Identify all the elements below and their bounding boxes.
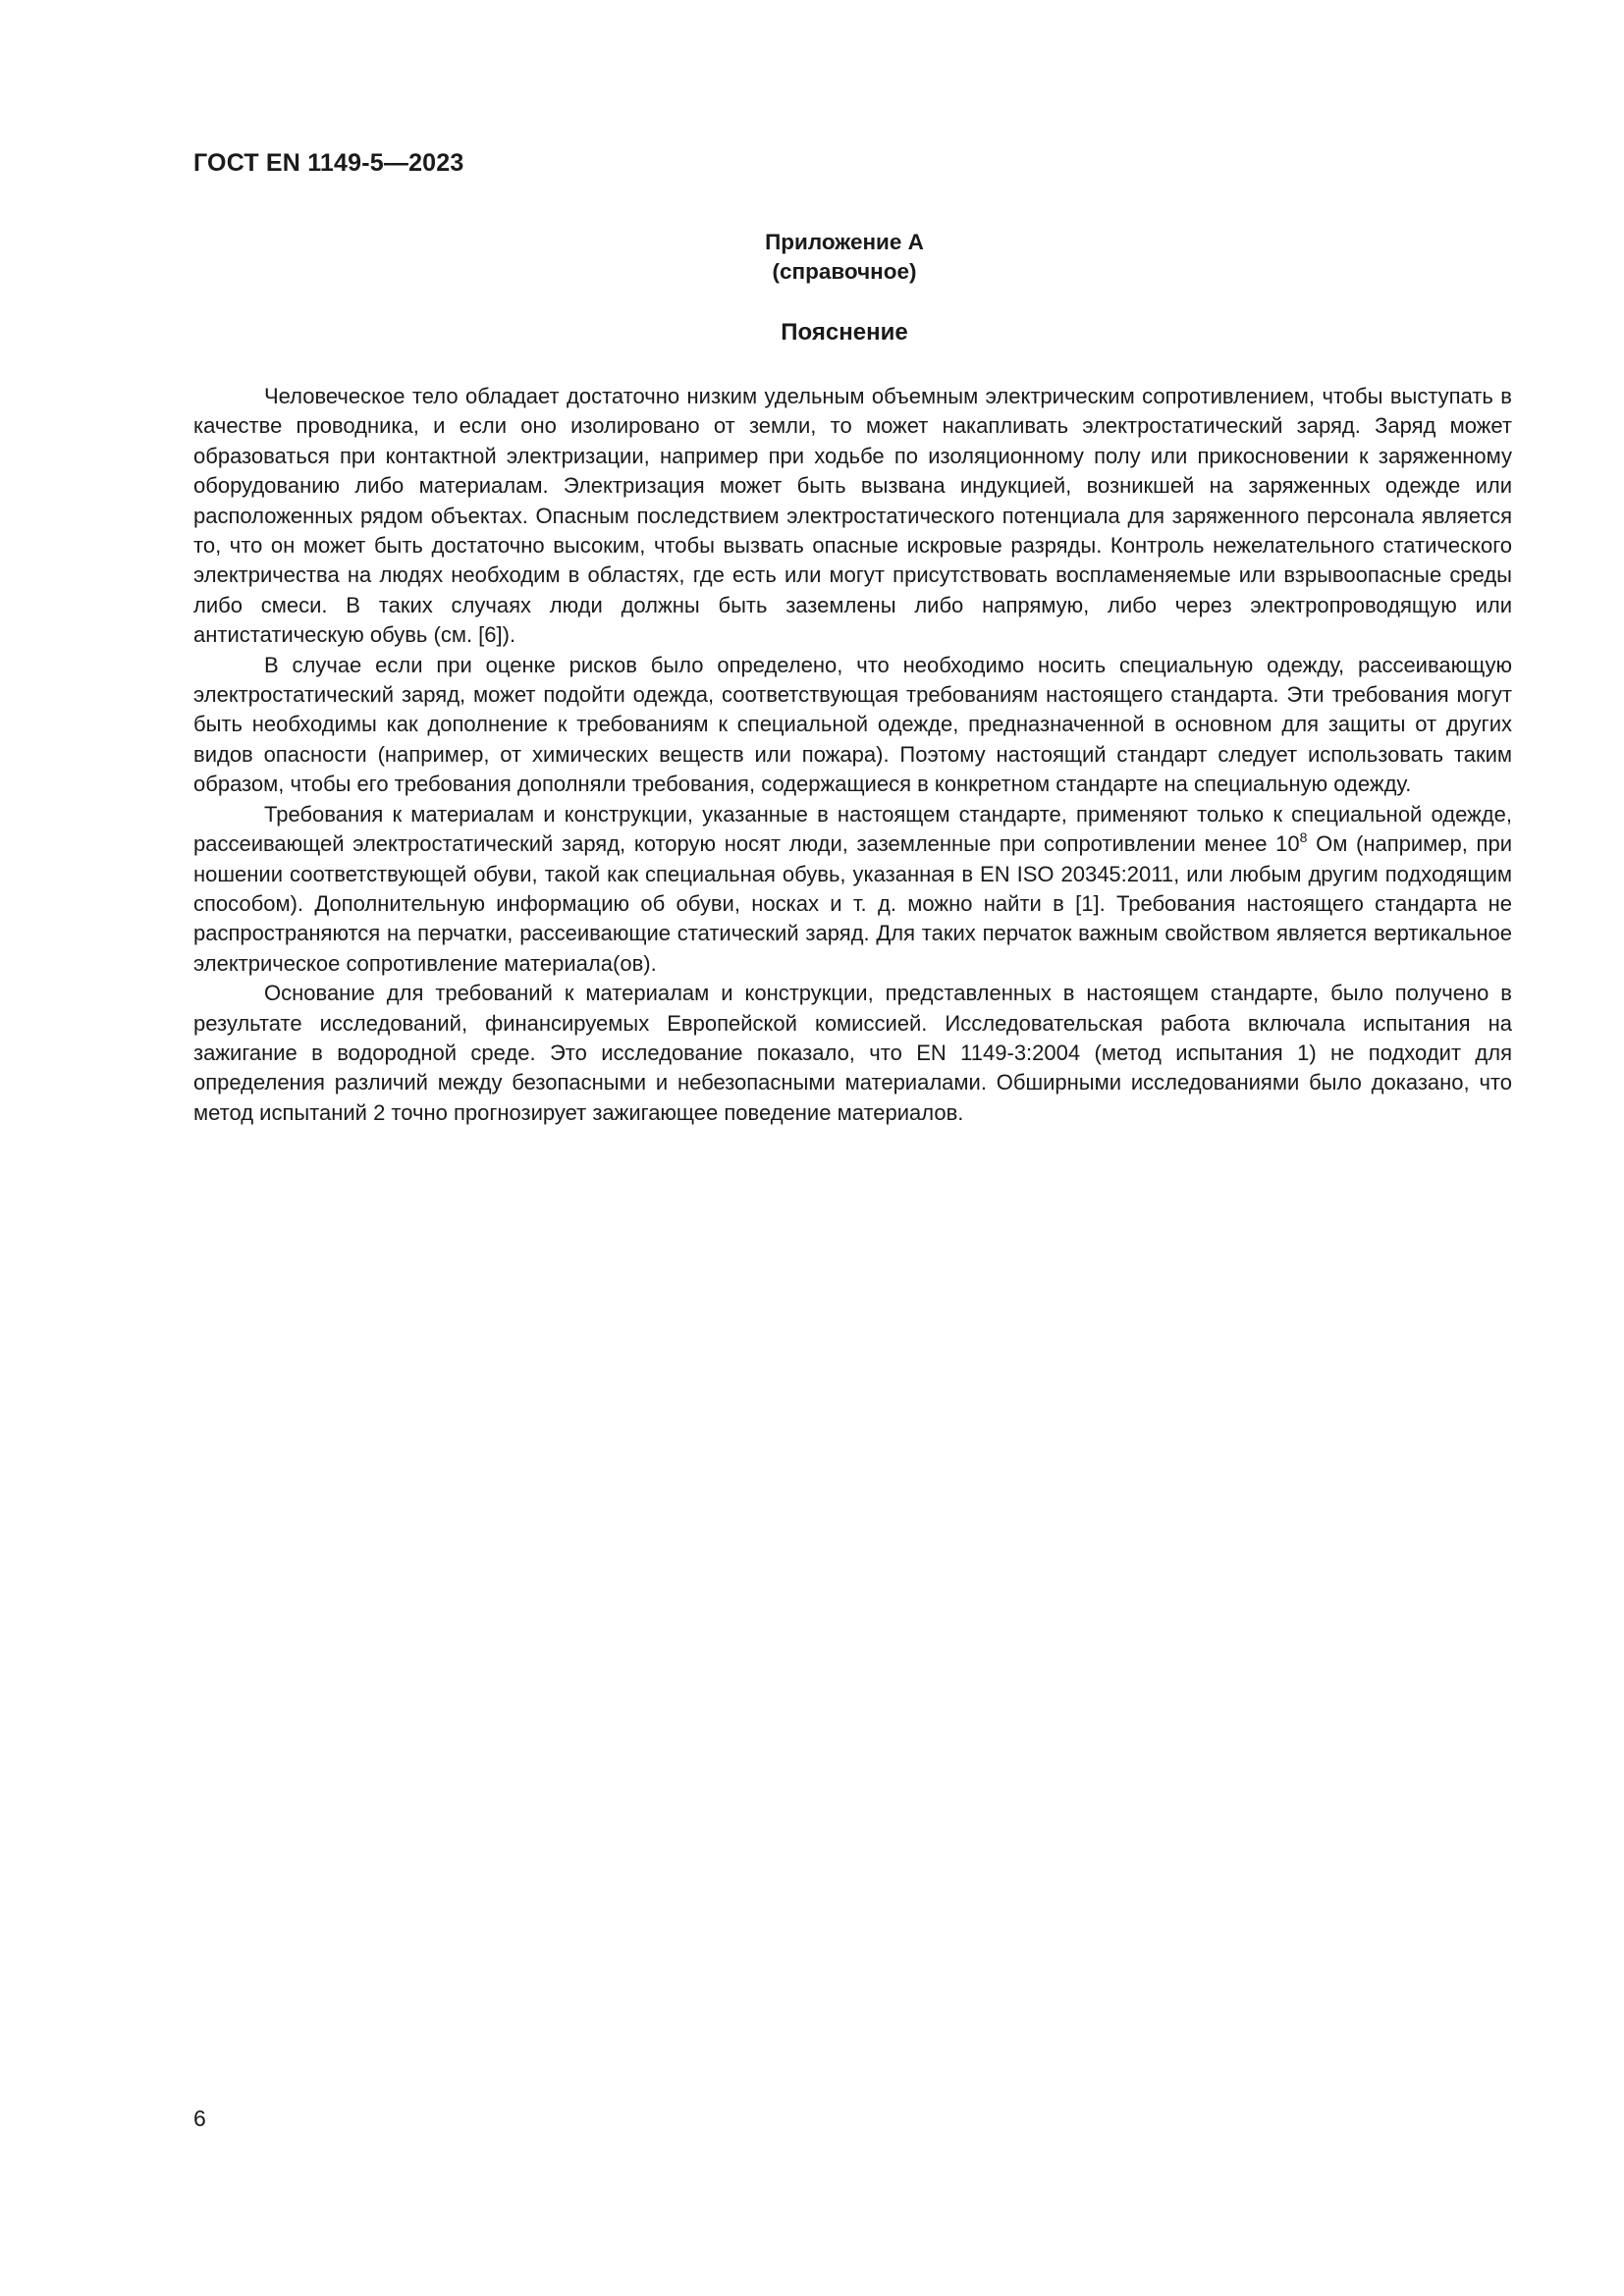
page-number: 6 (193, 2106, 206, 2131)
section-title: Пояснение (781, 319, 908, 346)
paragraph-2: В случае если при оценке рисков было определено, что необходимо носить специальную одежду, рассеивающую электростатический заряд, может подойти одежда, соответствующая требованиям настоящего стандарта. Эти требования могут быть необходимы как дополнение к требованиям к специальной одежде, предназначенной в основном для защиты от других видов опасности (например, от химических веществ или пожара). Поэтому настоящий стандарт следует использовать таким образом, чтобы его требования дополняли требования, содержащиеся в конкретном стандарте на специальную одежду. (193, 652, 1512, 797)
annex-title: Приложение А (765, 230, 924, 254)
annex-status: (справочное) (772, 259, 917, 284)
document-code: ГОСТ EN 1149-5—2023 (193, 149, 464, 177)
paragraph-1: Человеческое тело обладает достаточно низким удельным объемным электрическим сопротивлением, чтобы выступать в качестве проводника, и если оно изолировано от земли, то может накапливать электростатический заряд. Заряд может образоваться при контактной электризации, например при ходьбе по изоляционному полу или прикосновении к заряженному оборудованию либо материалам. Электризация может быть вызвана индукцией, возникшей на заряженных одежде или расположенных рядом объектах. Опасным последствием электростатического потенциала для заряженного персонала является то, что он может быть достаточно высоким, чтобы вызвать опасные искровые разряды. Контроль нежелательного статического электричества на людях необходим в областях, где есть или могут присутствовать воспламеняемые или взрывоопасные среды либо смеси. В таких случаях люди должны быть заземлены либо напрямую, либо через электропроводящую или антистатическую обувь (см. [6]). (193, 384, 1512, 648)
paragraph-4: Основание для требований к материалам и конструкции, представленных в настоящем стандарте, было получено в результате исследований, финансируемых Европейской комиссией. Исследовательская работа включала испытания на зажигание в водородной среде. Это исследование показало, что EN 1149-3:2004 (метод испытания 1) не подходит для определения различий между безопасными и небезопасными материалами. Обширными исследованиями было доказано, что метод испытаний 2 точно прогнозирует зажигающее поведение материалов. (193, 981, 1512, 1125)
paragraph-3 (193, 800, 1512, 979)
paragraph-3-end: Ом (например, при ношении соответствующей обуви, такой как специальная обувь, указанная в EN ISO 20345:2011, или любым другим подходящим способом). Дополнительную информацию об обуви, носках и т. д. можно найти в [1]. Требования настоящего стандарта не распространяются на перчатки, рассеивающие статический заряд. Для таких перчаток важным свойством является вертикальное электрическое сопротивление материала(ов). (193, 831, 1512, 976)
paragraph-3-start: Требования к материалам и конструкции, указанные в настоящем стандарте, применяют только к специальной одежде, рассеивающей электростатический заряд, которую носят люди, заземленные при сопротивлении менее 10 (193, 801, 1512, 857)
section-heading (0, 319, 1624, 347)
annex-heading (0, 228, 1624, 287)
annex-body (193, 382, 1512, 1128)
resistance-exponent: 8 (1299, 829, 1308, 846)
